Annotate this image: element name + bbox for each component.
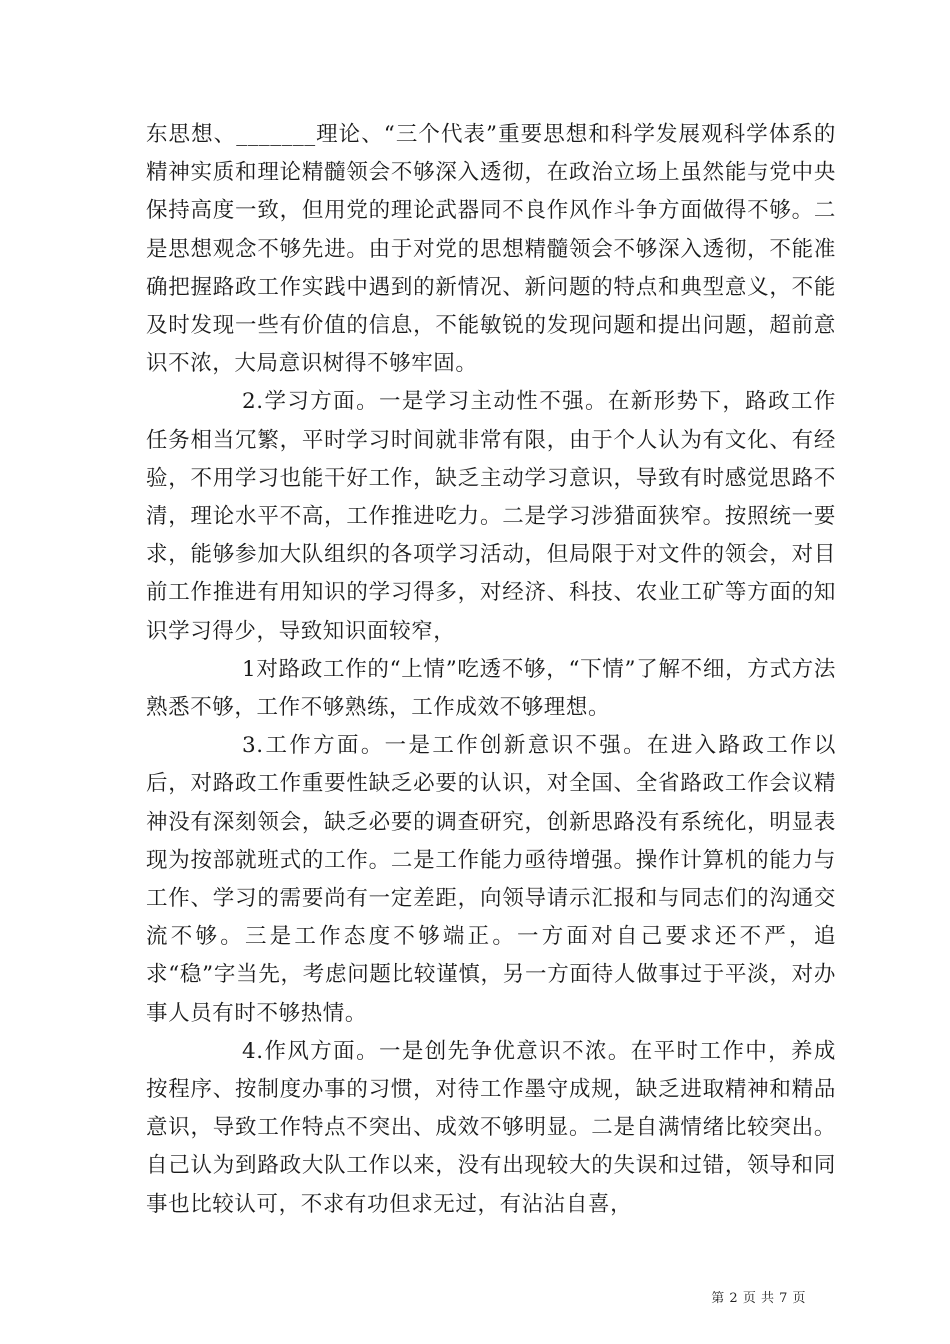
paragraph-political-thought: 东思想、_______理论、“三个代表”重要思想和科学发展观科学体系的精神实质和理论精髓领会不够深入透彻，在政治立场上虽然能与党中央保持高度一致，但用党的理论武器同不良作风作斗争方面做得不够。二是思想观念不够先进。由于对党的思想精髓领会不够深入透彻，不能准确把握路政工作实践中遇到的新情况、新问题的特点和典型意义，不能及时发现一些有价值的信息，不能敏锐的发现问题和提出问题，超前意识不浓，大局意识树得不够牢固。 (146, 122, 836, 377)
paragraph-work: 3.工作方面。一是工作创新意识不强。在进入路政工作以后，对路政工作重要性缺乏必要的认识，对全国、全省路政工作会议精神没有深刻领会，缺乏必要的调查研究，创新思路没有系统化，明显表现为按部就班式的工作。二是工作能力亟待增强。操作计算机的能力与工作、学习的需要尚有一定差距，向领导请示汇报和与同志们的沟通交流不够。三是工作态度不够端正。一方面对自己要求还不严，追求“稳”字当先，考虑问题比较谨慎，另一方面待人做事过于平淡，对办事人员有时不够热情。 (146, 733, 836, 1026)
page-number-footer: 第 2 页 共 7 页 (711, 1291, 806, 1306)
body-text (146, 116, 836, 1224)
paragraph-understanding: 1对路政工作的“上情”吃透不够，“下情”了解不细，方式方法熟悉不够，工作不够熟练，工作成效不够理想。 (146, 656, 836, 721)
paragraph-study: 2.学习方面。一是学习主动性不强。在新形势下，路政工作任务相当冗繁，平时学习时间就非常有限，由于个人认为有文化、有经验，不用学习也能干好工作，缺乏主动学习意识，导致有时感觉思路不清，理论水平不高，工作推进吃力。二是学习涉猎面狭窄。按照统一要求，能够参加大队组织的各项学习活动，但局限于对文件的领会，对目前工作推进有用知识的学习得多，对经济、科技、农业工矿等方面的知识学习得少，导致知识面较窄， (146, 389, 836, 644)
paragraph-style: 4.作风方面。一是创先争优意识不浓。在平时工作中，养成按程序、按制度办事的习惯，对待工作墨守成规，缺乏进取精神和精品意识，导致工作特点不突出、成效不够明显。二是自满情绪比较突出。自己认为到路政大队工作以来，没有出现较大的失误和过错，领导和同事也比较认可，不求有功但求无过，有沾沾自喜， (146, 1038, 836, 1217)
